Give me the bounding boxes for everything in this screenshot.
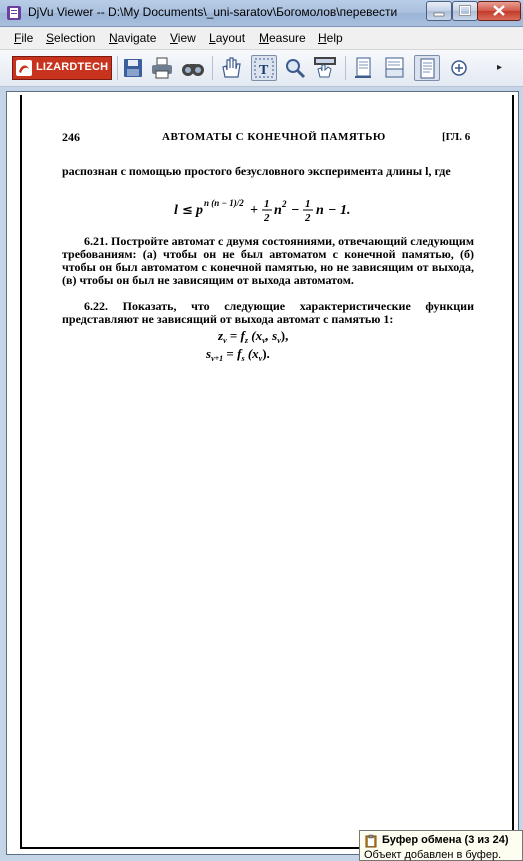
clipboard-icon <box>364 834 378 848</box>
toolbar <box>0 50 523 87</box>
chapter-label: [ГЛ. 6 <box>442 131 471 143</box>
svg-text:≤: ≤ <box>182 203 193 218</box>
menu-selection[interactable]: Selection <box>46 31 96 45</box>
toolbar-separator <box>212 56 213 80</box>
window-title: DjVu Viewer -- D:\My Documents\_uni-saratov\Богомолов\перевести <box>28 5 398 19</box>
title-bar[interactable] <box>0 0 523 27</box>
maximize-button[interactable] <box>452 1 478 21</box>
paragraph-1: распознан с помощью простого безусловного эксперимента длины l, где <box>62 164 451 178</box>
continuous-page-icon <box>382 55 408 81</box>
add-button[interactable] <box>446 55 472 81</box>
text-select-icon <box>252 56 278 82</box>
zoom-region-button[interactable] <box>312 55 338 81</box>
menu-help[interactable]: Help <box>318 31 343 45</box>
print-icon <box>149 55 175 81</box>
svg-text:p: p <box>196 203 203 218</box>
toolbar-separator <box>345 56 346 80</box>
menu-measure[interactable]: Measure <box>259 31 306 45</box>
problem-6-22-number: 6.22. <box>84 299 108 313</box>
pan-hand-icon <box>218 55 244 81</box>
svg-text:n: n <box>316 203 324 218</box>
svg-text:2: 2 <box>305 212 311 224</box>
clipboard-notification[interactable] <box>359 830 523 861</box>
page-icon <box>415 56 441 82</box>
problem-6-21-number: 6.21. <box>84 234 108 248</box>
zoom-button[interactable] <box>282 55 308 81</box>
menu-view[interactable]: View <box>170 31 196 45</box>
inequality-formula <box>174 194 394 233</box>
lizard-icon <box>16 60 32 76</box>
close-button[interactable] <box>477 1 521 21</box>
minimize-icon <box>427 2 451 20</box>
continuous-page-button[interactable] <box>382 55 408 81</box>
single-page-icon <box>351 55 377 81</box>
svg-text:−: − <box>291 203 300 218</box>
maximize-icon <box>453 2 477 20</box>
svg-text:2: 2 <box>282 199 287 209</box>
document-page[interactable] <box>20 95 514 849</box>
lizardtech-logo[interactable] <box>12 56 112 80</box>
save-icon <box>120 55 146 81</box>
svg-text:l: l <box>174 203 178 218</box>
close-icon <box>478 2 520 20</box>
svg-text:1: 1 <box>264 198 270 210</box>
zoom-region-icon <box>312 55 338 81</box>
print-button[interactable] <box>149 55 175 81</box>
svg-text:n: n <box>274 203 282 218</box>
problem-6-21-text: Постройте автомат с двумя состояниями, отвечающий следующим требованиям: (а) чтобы он не был автоматом с конечной памятью, (б) чтобы он был автоматом с конечной памятью, но не зависящим от выхода, (в) чтобы он был не зависящим от выхода автоматом. <box>62 234 474 287</box>
page-view-button[interactable] <box>414 55 440 81</box>
problem-6-22 <box>62 300 474 326</box>
djvu-app-icon <box>6 5 22 21</box>
menu-bar <box>0 27 523 50</box>
notification-message: Объект добавлен в буфер. <box>364 849 502 861</box>
find-button[interactable] <box>180 55 206 81</box>
document-viewer[interactable] <box>0 87 523 861</box>
save-button[interactable] <box>120 55 146 81</box>
menu-file[interactable]: File <box>14 31 34 45</box>
problem-6-21 <box>62 235 474 287</box>
menu-layout[interactable]: Layout <box>209 31 246 45</box>
svg-text:2: 2 <box>264 212 270 224</box>
add-icon <box>446 55 472 81</box>
page-number: 246 <box>62 130 80 144</box>
svg-text:+: + <box>250 203 258 218</box>
zoom-icon <box>282 55 308 81</box>
svg-text:1: 1 <box>305 198 311 210</box>
minimize-button[interactable] <box>426 1 452 21</box>
logo-text: LIZARDTECH <box>36 61 109 73</box>
toolbar-separator <box>117 56 118 80</box>
single-page-button[interactable] <box>351 55 377 81</box>
menu-navigate[interactable]: Navigate <box>109 31 157 45</box>
find-icon <box>180 55 206 81</box>
running-title: АВТОМАТЫ С КОНЕЧНОЙ ПАМЯТЬЮ <box>162 131 386 143</box>
page-frame <box>6 91 519 855</box>
svg-text:sν+1 = fs (xν).: $s_{\nu+1} = f_s$ $(x_\nu)$. <box>206 346 270 363</box>
text-select-button[interactable] <box>251 55 277 81</box>
notification-title: Буфер обмена (3 из 24) <box>382 834 509 846</box>
equation-state <box>206 345 336 367</box>
toolbar-overflow-chevron-icon[interactable]: ▸ <box>497 62 503 73</box>
svg-text:zν = fz (xν, sν),: $z_\nu = f_z$ ($x_\nu$, $s_\nu$), <box>218 328 289 345</box>
svg-text:T: T <box>259 63 269 78</box>
svg-text:− 1.: − 1. <box>328 203 351 218</box>
svg-text:n (n − 1)/2: n (n − 1)/2 <box>204 198 244 208</box>
pan-button[interactable] <box>218 55 244 81</box>
problem-6-22-text: Показать, что следующие характеристические функции представляют не зависящий от выхода автомат с памятью 1: <box>62 299 475 326</box>
